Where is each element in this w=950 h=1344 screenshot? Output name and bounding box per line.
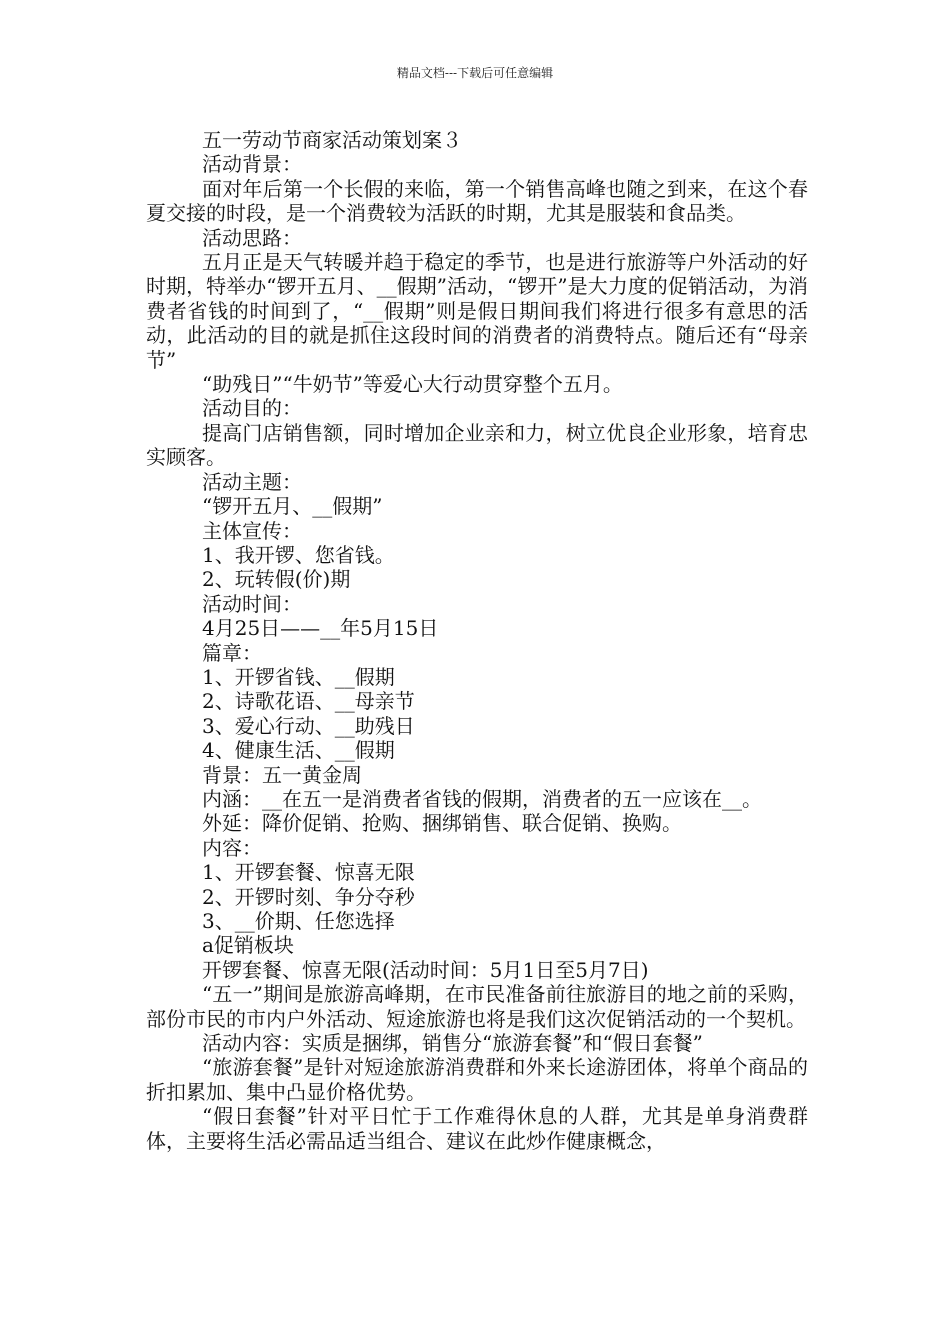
paragraph-golden-week: 背景：五一黄金周 bbox=[202, 762, 362, 787]
paragraph-extension: 外延：降价促销、抢购、捆绑销售、联合促销、换购。 bbox=[202, 811, 682, 836]
section-heading-promotion: 主体宣传： bbox=[202, 518, 302, 543]
list-item: 4、健康生活、__假期 bbox=[202, 738, 395, 763]
section-heading-approach: 活动思路： bbox=[202, 225, 302, 250]
section-heading-time: 活动时间： bbox=[202, 591, 302, 616]
paragraph-approach: 五月正是天气转暖并趋于稳定的季节，也是进行旅游等户外活动的好时期，特举办“锣开五月、__假期”活动，“锣开”是大力度的促销活动，为消费者省钱的时间到了，“__假期”则是假日期间我们将进行很多有意思的活动，此活动的目的就是抓住这段时间的消费者的消费特点。随后还有“母亲节” bbox=[146, 250, 808, 372]
section-heading-purpose: 活动目的： bbox=[202, 396, 302, 421]
list-item: 1、开锣套餐、惊喜无限 bbox=[202, 860, 415, 885]
section-heading-theme: 活动主题： bbox=[202, 469, 302, 494]
list-item: 1、开锣省钱、__假期 bbox=[202, 664, 395, 689]
section-heading-content: 内容： bbox=[202, 835, 262, 860]
list-item: 3、爱心行动、__助残日 bbox=[202, 713, 415, 738]
list-item: 3、__价期、任您选择 bbox=[202, 909, 395, 933]
paragraph-package-title: 开锣套餐、惊喜无限(活动时间：5月1日至5月7日) bbox=[202, 957, 649, 982]
paragraph-theme: “锣开五月、__假期” bbox=[202, 494, 383, 519]
list-item: 2、诗歌花语、__母亲节 bbox=[202, 689, 415, 714]
list-item: 2、玩转假(价)期 bbox=[202, 567, 351, 592]
paragraph-travel-package: “旅游套餐”是针对短途旅游消费群和外来长途游团体，将单个商品的折扣累加、集中凸显价格优势。 bbox=[146, 1055, 808, 1104]
paragraph-tourism-peak: “五一”期间是旅游高峰期，在市民准备前往旅游目的地之前的采购，部份市民的市内户外活动、短途旅游也将是我们这次促销活动的一个契机。 bbox=[146, 982, 808, 1031]
list-item: 1、我开锣、您省钱。 bbox=[202, 542, 395, 567]
paragraph-activity-content: 活动内容：实质是捆绑，销售分“旅游套餐”和“假日套餐” bbox=[202, 1031, 703, 1056]
paragraph-holiday-package: “假日套餐”针对平日忙于工作难得休息的人群，尤其是单身消费群体，主要将生活必需品适当组合、建议在此炒作健康概念， bbox=[146, 1104, 808, 1153]
paragraph-approach-continued: “助残日”“牛奶节”等爱心大行动贯穿整个五月。 bbox=[202, 372, 623, 397]
document-body bbox=[146, 128, 808, 1153]
document-title: 五一劳动节商家活动策划案３ bbox=[202, 128, 462, 152]
section-heading-chapters: 篇章： bbox=[202, 640, 262, 665]
paragraph-time: 4月25日——__年5月15日 bbox=[202, 616, 439, 641]
section-heading-background: 活动背景： bbox=[202, 152, 302, 177]
paragraph-purpose: 提高门店销售额，同时增加企业亲和力，树立优良企业形象，培育忠实顾客。 bbox=[146, 420, 808, 470]
paragraph-background: 面对年后第一个长假的来临，第一个销售高峰也随之到来，在这个春夏交接的时段，是一个消费较为活跃的时期，尤其是服装和食品类。 bbox=[146, 176, 808, 226]
list-item: 2、开锣时刻、争分夺秒 bbox=[202, 884, 415, 909]
section-heading-promo-block: a促销板块 bbox=[202, 933, 294, 958]
paragraph-connotation: 内涵：__在五一是消费者省钱的假期，消费者的五一应该在__。 bbox=[202, 786, 762, 811]
page-header: 精品文档---下载后可任意编辑 bbox=[396, 66, 554, 80]
